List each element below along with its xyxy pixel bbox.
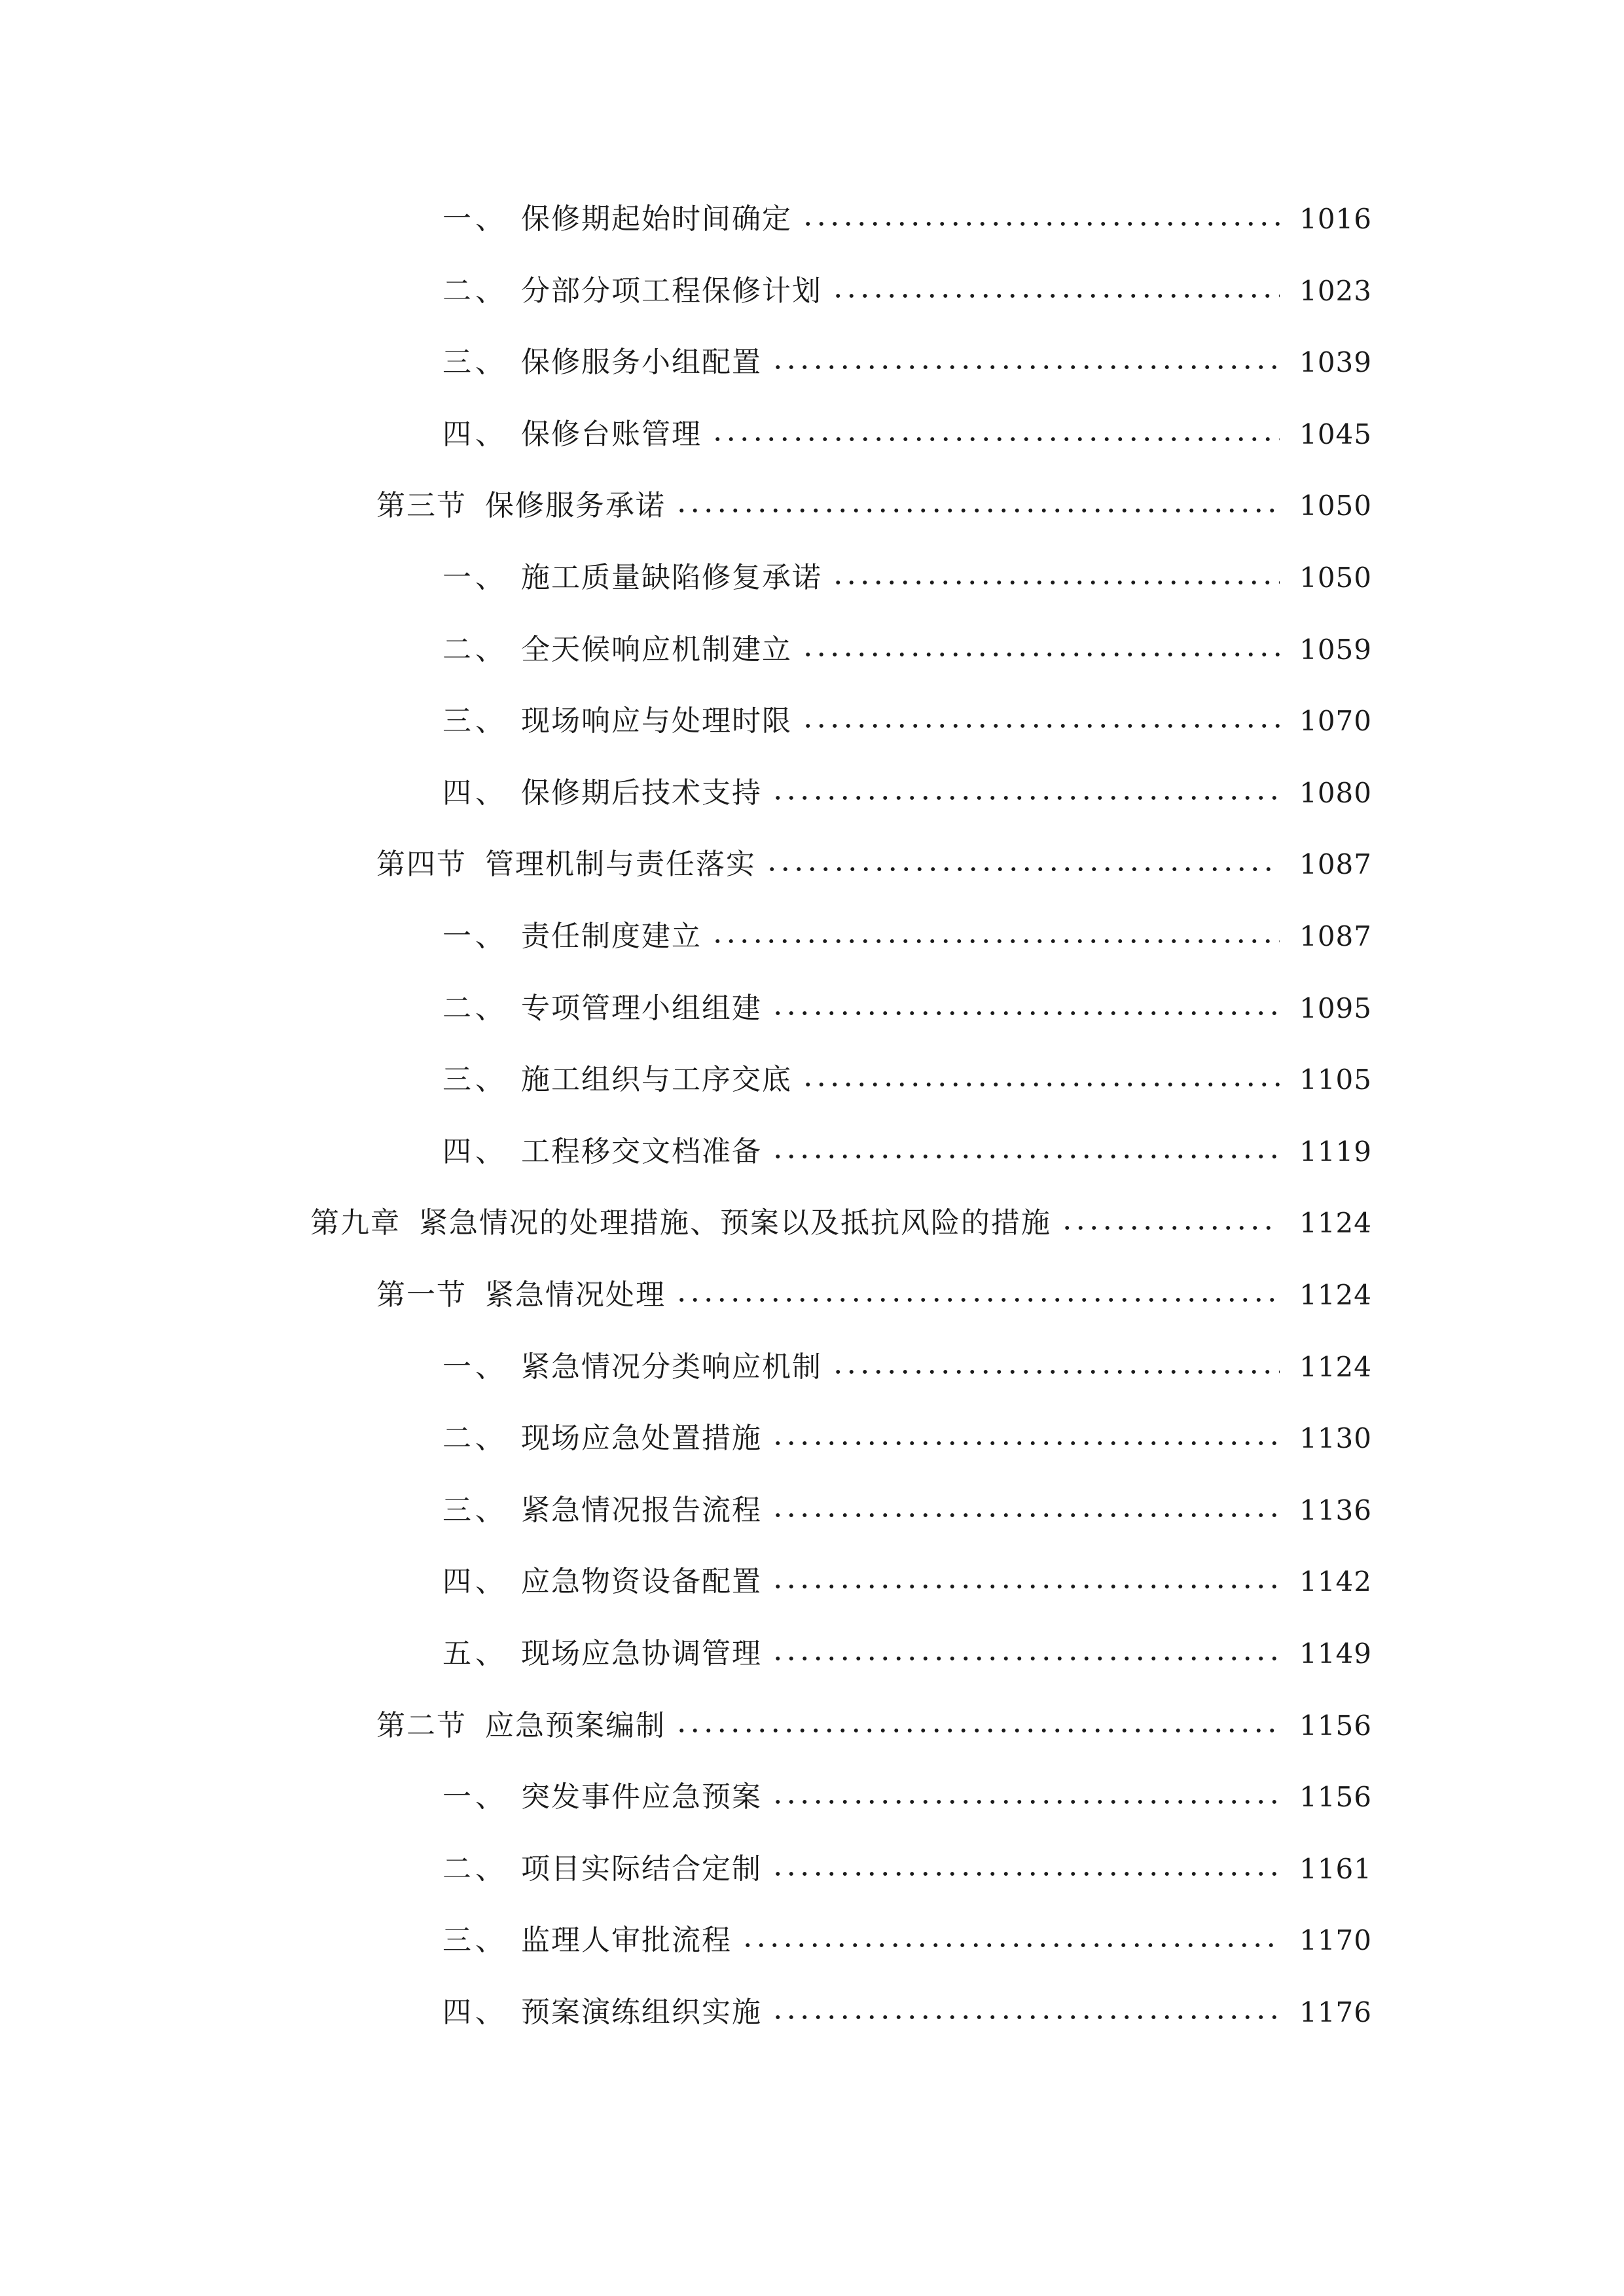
dot-leader (831, 1369, 1280, 1375)
dot-leader (711, 938, 1280, 944)
toc-entry-title: 全天候响应机制建立 (521, 633, 792, 666)
toc-entry-number: 第二节 (376, 1709, 467, 1742)
toc-entry-number: 五、 (442, 1637, 508, 1670)
toc-entry-page-number: 1105 (1299, 1064, 1372, 1096)
toc-entry-page-number: 1087 (1299, 920, 1372, 952)
toc-entry-number: 四、 (442, 1565, 508, 1598)
toc-entry-number: 一、 (442, 561, 508, 594)
dot-leader (771, 364, 1280, 370)
toc-entry-number: 二、 (442, 992, 508, 1025)
toc-entry-page-number: 1059 (1299, 634, 1372, 666)
toc-entry-page-number: 1170 (1299, 1924, 1372, 1956)
toc-entry-item[interactable] (442, 408, 1372, 461)
toc-entry-title: 保修期后技术支持 (521, 776, 762, 810)
toc-entry-number: 二、 (442, 1852, 508, 1886)
toc-entry-page-number: 1050 (1299, 490, 1372, 522)
toc-entry-page-number: 1050 (1299, 562, 1372, 594)
toc-entry-number: 三、 (442, 1494, 508, 1527)
toc-entry-number: 四、 (442, 776, 508, 810)
toc-entry-page-number: 1087 (1299, 848, 1372, 880)
toc-entry-page-number: 1130 (1299, 1422, 1372, 1454)
dot-leader (801, 723, 1280, 729)
toc-entry-title: 保修服务小组配置 (521, 346, 762, 379)
toc-entry-number: 三、 (442, 346, 508, 379)
toc-entry-item[interactable] (442, 552, 1372, 604)
toc-entry-section[interactable] (376, 1269, 1372, 1321)
toc-entry-title: 应急物资设备配置 (521, 1565, 762, 1598)
toc-entry-page-number: 1124 (1299, 1207, 1372, 1239)
toc-entry-page-number: 1124 (1299, 1279, 1372, 1311)
dot-leader (771, 1010, 1280, 1016)
toc-entry-title: 突发事件应急预案 (521, 1780, 762, 1814)
dot-leader (675, 1727, 1280, 1734)
toc-entry-item[interactable] (442, 1556, 1372, 1608)
toc-entry-item[interactable] (442, 1484, 1372, 1537)
toc-entry-number: 二、 (442, 1422, 508, 1455)
dot-leader (771, 1512, 1280, 1518)
toc-entry-title: 分部分项工程保修计划 (521, 274, 822, 308)
toc-entry-item[interactable] (442, 336, 1372, 389)
toc-entry-title: 管理机制与责任落实 (485, 848, 756, 881)
toc-entry-title: 紧急情况分类响应机制 (521, 1350, 822, 1384)
toc-entry-item[interactable] (442, 193, 1372, 245)
toc-entry-page-number: 1161 (1299, 1853, 1372, 1885)
dot-leader (765, 866, 1280, 872)
toc-entry-page-number: 1149 (1299, 1638, 1372, 1670)
toc-entry-section[interactable] (376, 480, 1372, 532)
toc-entry-title: 项目实际结合定制 (521, 1852, 762, 1886)
dot-leader (771, 1871, 1280, 1877)
toc-entry-number: 三、 (442, 704, 508, 738)
dot-leader (771, 2014, 1280, 2020)
toc-entry-item[interactable] (442, 910, 1372, 963)
dot-leader (771, 1440, 1280, 1446)
toc-entry-number: 第九章 (310, 1206, 401, 1240)
toc-entry-number: 四、 (442, 1135, 508, 1168)
toc-entry-number: 四、 (442, 1996, 508, 2029)
toc-entry-page-number: 1142 (1299, 1566, 1372, 1598)
toc-entry-item[interactable] (442, 624, 1372, 676)
toc-entry-page-number: 1070 (1299, 705, 1372, 737)
toc-entry-page-number: 1080 (1299, 777, 1372, 809)
dot-leader (711, 436, 1280, 442)
toc-entry-item[interactable] (442, 1054, 1372, 1106)
dot-leader (771, 1583, 1280, 1590)
toc-entry-page-number: 1016 (1299, 203, 1372, 235)
toc-entry-number: 三、 (442, 1063, 508, 1096)
toc-entry-number: 一、 (442, 1350, 508, 1384)
toc-entry-page-number: 1136 (1299, 1494, 1372, 1526)
toc-entry-item[interactable] (442, 1771, 1372, 1823)
toc-entry-title: 紧急情况处理 (485, 1278, 666, 1312)
toc-entry-item[interactable] (442, 695, 1372, 747)
toc-entry-title: 紧急情况报告流程 (521, 1494, 762, 1527)
dot-leader (741, 1942, 1280, 1948)
toc-entry-page-number: 1095 (1299, 992, 1372, 1024)
toc-entry-page-number: 1023 (1299, 275, 1372, 307)
dot-leader (801, 221, 1280, 227)
toc-entry-item[interactable] (442, 265, 1372, 317)
toc-entry-chapter[interactable] (310, 1197, 1372, 1249)
toc-entry-number: 一、 (442, 202, 508, 236)
toc-entry-number: 四、 (442, 418, 508, 451)
toc-entry-page-number: 1039 (1299, 346, 1372, 378)
toc-entry-number: 第四节 (376, 848, 467, 881)
toc-entry-page-number: 1119 (1299, 1136, 1372, 1168)
toc-entry-title: 保修台账管理 (521, 418, 702, 451)
toc-entry-title: 专项管理小组组建 (521, 992, 762, 1025)
toc-entry-page-number: 1156 (1299, 1781, 1372, 1813)
toc-entry-number: 二、 (442, 274, 508, 308)
toc-entry-number: 第一节 (376, 1278, 467, 1312)
toc-entry-title: 现场应急处置措施 (521, 1422, 762, 1455)
dot-leader (771, 1153, 1280, 1160)
toc-entry-page-number: 1045 (1299, 418, 1372, 450)
toc-entry-item[interactable] (442, 982, 1372, 1035)
dot-leader (771, 1655, 1280, 1662)
toc-entry-title: 预案演练组织实施 (521, 1996, 762, 2029)
toc-entry-item[interactable] (442, 1126, 1372, 1178)
toc-entry-number: 三、 (442, 1924, 508, 1957)
dot-leader (675, 1297, 1280, 1303)
toc-entry-page-number: 1156 (1299, 1710, 1372, 1742)
toc-entry-page-number: 1176 (1299, 1996, 1372, 2028)
toc-entry-section[interactable] (376, 838, 1372, 891)
toc-entry-title: 责任制度建立 (521, 920, 702, 953)
toc-entry-title: 施工质量缺陷修复承诺 (521, 561, 822, 594)
toc-entry-item[interactable] (442, 1628, 1372, 1680)
toc-entry-title: 保修期起始时间确定 (521, 202, 792, 236)
toc-entry-title: 紧急情况的处理措施、预案以及抵抗风险的措施 (419, 1206, 1051, 1240)
toc-entry-item[interactable] (442, 1412, 1372, 1465)
toc-entry-title: 工程移交文档准备 (521, 1135, 762, 1168)
toc-entry-title: 现场应急协调管理 (521, 1637, 762, 1670)
dot-leader (801, 1081, 1280, 1088)
toc-entry-title: 现场响应与处理时限 (521, 704, 792, 738)
toc-entry-title: 监理人审批流程 (521, 1924, 732, 1957)
toc-entry-number: 第三节 (376, 489, 467, 522)
toc-entry-page-number: 1124 (1299, 1351, 1372, 1383)
toc-entry-number: 一、 (442, 920, 508, 953)
toc-entry-number: 二、 (442, 633, 508, 666)
toc-entry-item[interactable] (442, 1341, 1372, 1393)
dot-leader (771, 1799, 1280, 1805)
dot-leader (801, 651, 1280, 658)
dot-leader (831, 293, 1280, 299)
toc-entry-title: 施工组织与工序交底 (521, 1063, 792, 1096)
toc-entry-item[interactable] (442, 1914, 1372, 1967)
dot-leader (771, 795, 1280, 801)
dot-leader (1060, 1225, 1280, 1231)
toc-entry-number: 一、 (442, 1780, 508, 1814)
toc-entry-item[interactable] (442, 1843, 1372, 1895)
toc-entry-item[interactable] (442, 767, 1372, 819)
dot-leader (675, 507, 1280, 514)
dot-leader (831, 579, 1280, 586)
toc-entry-title: 应急预案编制 (485, 1709, 666, 1742)
toc-entry-item[interactable] (442, 1986, 1372, 2039)
toc-entry-section[interactable] (376, 1700, 1372, 1752)
toc-entry-title: 保修服务承诺 (485, 489, 666, 522)
